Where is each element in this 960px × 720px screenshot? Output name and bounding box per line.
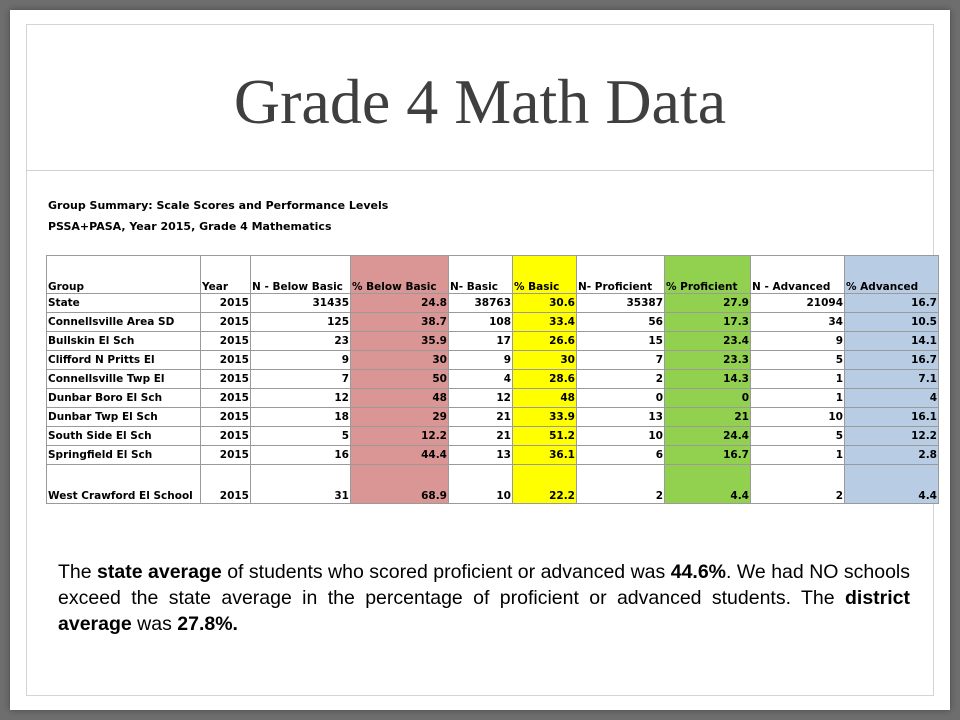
header-year: Year bbox=[201, 256, 251, 294]
cell-n-basic: 12 bbox=[449, 389, 513, 408]
cell-n-below-basic: 125 bbox=[251, 313, 351, 332]
cell-pct-below-basic: 48 bbox=[351, 389, 449, 408]
cell-year: 2015 bbox=[201, 332, 251, 351]
cell-n-below-basic: 7 bbox=[251, 370, 351, 389]
caption-line-2: PSSA+PASA, Year 2015, Grade 4 Mathematics bbox=[48, 220, 332, 233]
cell-n-basic: 21 bbox=[449, 408, 513, 427]
slide bbox=[10, 10, 950, 710]
cell-group: South Side El Sch bbox=[47, 427, 201, 446]
header-n-advanced: N - Advanced bbox=[751, 256, 845, 294]
cell-pct-below-basic: 50 bbox=[351, 370, 449, 389]
title-divider bbox=[26, 170, 934, 171]
cell-n-advanced: 10 bbox=[751, 408, 845, 427]
cell-pct-basic: 30 bbox=[513, 351, 577, 370]
cell-group: Dunbar Boro El Sch bbox=[47, 389, 201, 408]
cell-pct-proficient: 27.9 bbox=[665, 294, 751, 313]
cell-pct-proficient: 23.3 bbox=[665, 351, 751, 370]
cell-n-below-basic: 18 bbox=[251, 408, 351, 427]
caption-line-1: Group Summary: Scale Scores and Performance Levels bbox=[48, 199, 389, 212]
table-row bbox=[47, 294, 939, 313]
header-pct-proficient: % Proficient bbox=[665, 256, 751, 294]
cell-pct-advanced: 2.8 bbox=[845, 446, 939, 465]
cell-n-below-basic: 12 bbox=[251, 389, 351, 408]
cell-n-advanced: 9 bbox=[751, 332, 845, 351]
table-row bbox=[47, 465, 939, 504]
cell-n-basic: 10 bbox=[449, 465, 513, 504]
cell-pct-basic: 22.2 bbox=[513, 465, 577, 504]
cell-year: 2015 bbox=[201, 294, 251, 313]
cell-pct-proficient: 16.7 bbox=[665, 446, 751, 465]
cell-pct-proficient: 24.4 bbox=[665, 427, 751, 446]
cell-group: West Crawford El School bbox=[47, 465, 201, 504]
cell-pct-proficient: 21 bbox=[665, 408, 751, 427]
slide-title: Grade 4 Math Data bbox=[233, 66, 727, 137]
cell-group: Connellsville Twp El bbox=[47, 370, 201, 389]
cell-pct-basic: 33.4 bbox=[513, 313, 577, 332]
district-average-label: district average bbox=[58, 587, 910, 635]
cell-group: Bullskin El Sch bbox=[47, 332, 201, 351]
cell-n-advanced: 5 bbox=[751, 351, 845, 370]
header-n-proficient: N- Proficient bbox=[577, 256, 665, 294]
cell-year: 2015 bbox=[201, 446, 251, 465]
cell-group: State bbox=[47, 294, 201, 313]
cell-group: Connellsville Area SD bbox=[47, 313, 201, 332]
cell-n-basic: 4 bbox=[449, 370, 513, 389]
cell-n-proficient: 10 bbox=[577, 427, 665, 446]
cell-pct-basic: 36.1 bbox=[513, 446, 577, 465]
cell-pct-below-basic: 38.7 bbox=[351, 313, 449, 332]
cell-year: 2015 bbox=[201, 389, 251, 408]
cell-pct-below-basic: 29 bbox=[351, 408, 449, 427]
cell-n-below-basic: 23 bbox=[251, 332, 351, 351]
cell-pct-advanced: 14.1 bbox=[845, 332, 939, 351]
table-row bbox=[47, 332, 939, 351]
cell-n-below-basic: 31435 bbox=[251, 294, 351, 313]
cell-n-advanced: 1 bbox=[751, 446, 845, 465]
cell-pct-proficient: 0 bbox=[665, 389, 751, 408]
text-segment: . We had NO schools exceed the state average in the percentage of proficient or advanced students. The bbox=[58, 561, 910, 609]
cell-year: 2015 bbox=[201, 370, 251, 389]
cell-n-proficient: 35387 bbox=[577, 294, 665, 313]
cell-n-below-basic: 16 bbox=[251, 446, 351, 465]
district-average-value: 27.8%. bbox=[177, 613, 238, 635]
cell-n-advanced: 1 bbox=[751, 370, 845, 389]
cell-year: 2015 bbox=[201, 408, 251, 427]
cell-n-below-basic: 5 bbox=[251, 427, 351, 446]
cell-pct-below-basic: 30 bbox=[351, 351, 449, 370]
cell-pct-below-basic: 35.9 bbox=[351, 332, 449, 351]
cell-n-proficient: 2 bbox=[577, 465, 665, 504]
cell-pct-below-basic: 68.9 bbox=[351, 465, 449, 504]
table-row bbox=[47, 389, 939, 408]
cell-pct-below-basic: 12.2 bbox=[351, 427, 449, 446]
cell-pct-proficient: 4.4 bbox=[665, 465, 751, 504]
header-n-below-basic: N - Below Basic bbox=[251, 256, 351, 294]
cell-pct-proficient: 17.3 bbox=[665, 313, 751, 332]
table-row bbox=[47, 370, 939, 389]
text-segment: of students who scored proficient or advanced was bbox=[221, 561, 671, 583]
cell-n-proficient: 13 bbox=[577, 408, 665, 427]
header-n-basic: N- Basic bbox=[449, 256, 513, 294]
header-group: Group bbox=[47, 256, 201, 294]
table-row bbox=[47, 313, 939, 332]
cell-n-proficient: 7 bbox=[577, 351, 665, 370]
cell-pct-basic: 30.6 bbox=[513, 294, 577, 313]
header-pct-advanced: % Advanced bbox=[845, 256, 939, 294]
cell-group: Dunbar Twp El Sch bbox=[47, 408, 201, 427]
cell-pct-proficient: 23.4 bbox=[665, 332, 751, 351]
state-average-label: state average bbox=[97, 561, 222, 583]
cell-n-advanced: 1 bbox=[751, 389, 845, 408]
cell-n-advanced: 21094 bbox=[751, 294, 845, 313]
cell-n-proficient: 2 bbox=[577, 370, 665, 389]
table-caption bbox=[48, 195, 388, 237]
cell-n-basic: 21 bbox=[449, 427, 513, 446]
table-row bbox=[47, 427, 939, 446]
cell-pct-advanced: 16.7 bbox=[845, 351, 939, 370]
table-row bbox=[47, 351, 939, 370]
table-header-row bbox=[47, 256, 939, 294]
cell-n-basic: 9 bbox=[449, 351, 513, 370]
cell-pct-advanced: 4 bbox=[845, 389, 939, 408]
cell-n-basic: 13 bbox=[449, 446, 513, 465]
header-pct-below-basic: % Below Basic bbox=[351, 256, 449, 294]
cell-n-basic: 108 bbox=[449, 313, 513, 332]
cell-n-basic: 17 bbox=[449, 332, 513, 351]
cell-pct-basic: 33.9 bbox=[513, 408, 577, 427]
text-segment: was bbox=[131, 613, 178, 635]
cell-pct-advanced: 16.1 bbox=[845, 408, 939, 427]
cell-pct-basic: 51.2 bbox=[513, 427, 577, 446]
table-row bbox=[47, 446, 939, 465]
cell-pct-basic: 28.6 bbox=[513, 370, 577, 389]
header-pct-basic: % Basic bbox=[513, 256, 577, 294]
cell-pct-basic: 48 bbox=[513, 389, 577, 408]
cell-pct-below-basic: 24.8 bbox=[351, 294, 449, 313]
performance-table bbox=[46, 255, 939, 504]
cell-n-below-basic: 9 bbox=[251, 351, 351, 370]
cell-pct-advanced: 10.5 bbox=[845, 313, 939, 332]
cell-pct-below-basic: 44.4 bbox=[351, 446, 449, 465]
cell-year: 2015 bbox=[201, 313, 251, 332]
cell-year: 2015 bbox=[201, 427, 251, 446]
cell-year: 2015 bbox=[201, 465, 251, 504]
cell-n-advanced: 34 bbox=[751, 313, 845, 332]
cell-n-proficient: 15 bbox=[577, 332, 665, 351]
cell-pct-proficient: 14.3 bbox=[665, 370, 751, 389]
cell-group: Springfield El Sch bbox=[47, 446, 201, 465]
cell-pct-basic: 26.6 bbox=[513, 332, 577, 351]
cell-year: 2015 bbox=[201, 351, 251, 370]
summary-paragraph bbox=[58, 559, 910, 637]
cell-n-below-basic: 31 bbox=[251, 465, 351, 504]
cell-n-proficient: 6 bbox=[577, 446, 665, 465]
cell-pct-advanced: 4.4 bbox=[845, 465, 939, 504]
cell-pct-advanced: 7.1 bbox=[845, 370, 939, 389]
cell-n-advanced: 5 bbox=[751, 427, 845, 446]
cell-n-proficient: 0 bbox=[577, 389, 665, 408]
cell-group: Clifford N Pritts El bbox=[47, 351, 201, 370]
cell-pct-advanced: 12.2 bbox=[845, 427, 939, 446]
table-row bbox=[47, 408, 939, 427]
cell-n-basic: 38763 bbox=[449, 294, 513, 313]
cell-n-advanced: 2 bbox=[751, 465, 845, 504]
state-average-value: 44.6% bbox=[670, 561, 727, 583]
cell-n-proficient: 56 bbox=[577, 313, 665, 332]
cell-pct-advanced: 16.7 bbox=[845, 294, 939, 313]
text-segment: The bbox=[58, 561, 98, 583]
